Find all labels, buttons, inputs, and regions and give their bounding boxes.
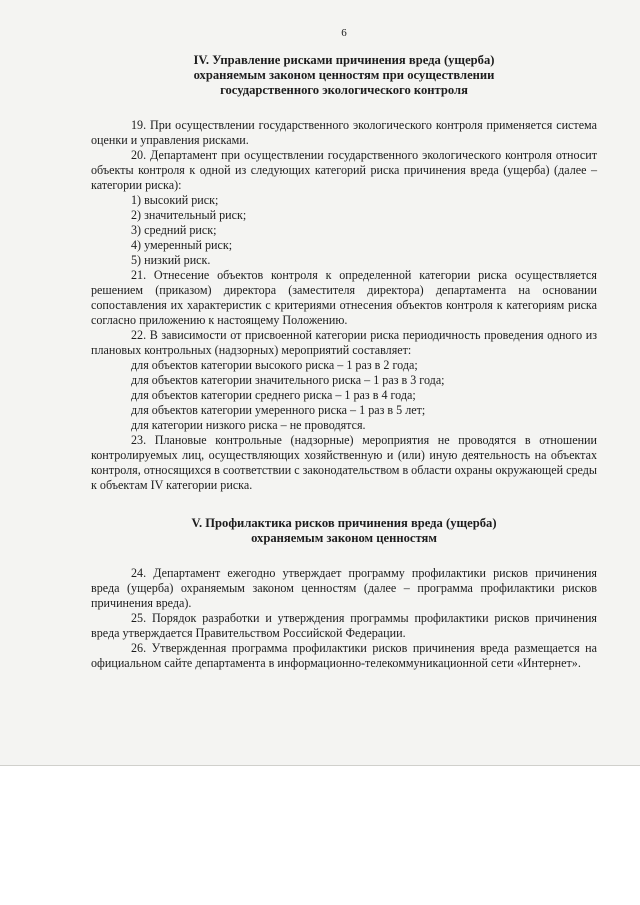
list-item: 2) значительный риск; xyxy=(131,208,247,222)
list-item: 3) средний риск; xyxy=(131,223,217,237)
section-iv-heading xyxy=(91,53,597,98)
paragraph-22: 22. В зависимости от присвоенной категории риска периодичность проведения одного из плановых контрольных (надзорных) мероприятий составляет: xyxy=(91,328,597,357)
list-item: для объектов категории среднего риска – 1 раз в 4 года; xyxy=(131,388,416,402)
page-content xyxy=(91,26,597,671)
heading-line: государственного экологического контроля xyxy=(220,83,468,97)
page-number: 6 xyxy=(341,27,347,39)
paragraph-20: 20. Департамент при осуществлении государственного экологического контроля относит объекты контроля к одной из следующих категорий риска причинения вреда (ущерба) (далее – категории риска): xyxy=(91,148,597,192)
list-item: для объектов категории значительного риска – 1 раз в 3 года; xyxy=(131,373,445,387)
list-item: для объектов категории высокого риска – 1 раз в 2 года; xyxy=(131,358,418,372)
list-item: 1) высокий риск; xyxy=(131,193,219,207)
paragraph-26: 26. Утвержденная программа профилактики рисков причинения вреда размещается на официальном сайте департамента в информационно-телекоммуникационной сети «Интернет». xyxy=(91,641,597,670)
paragraph-23: 23. Плановые контрольные (надзорные) мероприятия не проводятся в отношении контролируемых лиц, осуществляющих хозяйственную и (или) иную деятельность на объектах контроля, относящихся в соответствии с законодательством в области охраны окружающей среды к объектам IV категории риска. xyxy=(91,433,597,492)
list-item: для объектов категории умеренного риска – 1 раз в 5 лет; xyxy=(131,403,426,417)
list-item: 5) низкий риск. xyxy=(131,253,211,267)
heading-line: IV. Управление рисками причинения вреда (ущерба) xyxy=(193,53,495,67)
paragraph-21: 21. Отнесение объектов контроля к определенной категории риска осуществляется решением (приказом) директора (заместителя директора) департамента на основании сопоставления их характеристик с критериями отнесения объектов контроля к категориям риска согласно приложению к настоящему Положению. xyxy=(91,268,597,327)
paragraph-24: 24. Департамент ежегодно утверждает программу профилактики рисков причинения вреда (ущерба) охраняемым законом ценностям (далее – программа профилактики рисков причинения вреда). xyxy=(91,566,597,610)
heading-line: охраняемым законом ценностям при осуществлении xyxy=(193,68,495,82)
section-v-heading xyxy=(91,516,597,546)
heading-line: V. Профилактика рисков причинения вреда (ущерба) xyxy=(191,516,497,530)
list-item: 4) умеренный риск; xyxy=(131,238,233,252)
heading-line: охраняемым законом ценностям xyxy=(251,531,437,545)
paragraph-25: 25. Порядок разработки и утверждения программы профилактики рисков причинения вреда утверждается Правительством Российской Федерации. xyxy=(91,611,597,640)
paragraph-19: 19. При осуществлении государственного экологического контроля применяется система оценки и управления рисками. xyxy=(91,118,597,147)
list-item: для категории низкого риска – не проводятся. xyxy=(131,418,366,432)
